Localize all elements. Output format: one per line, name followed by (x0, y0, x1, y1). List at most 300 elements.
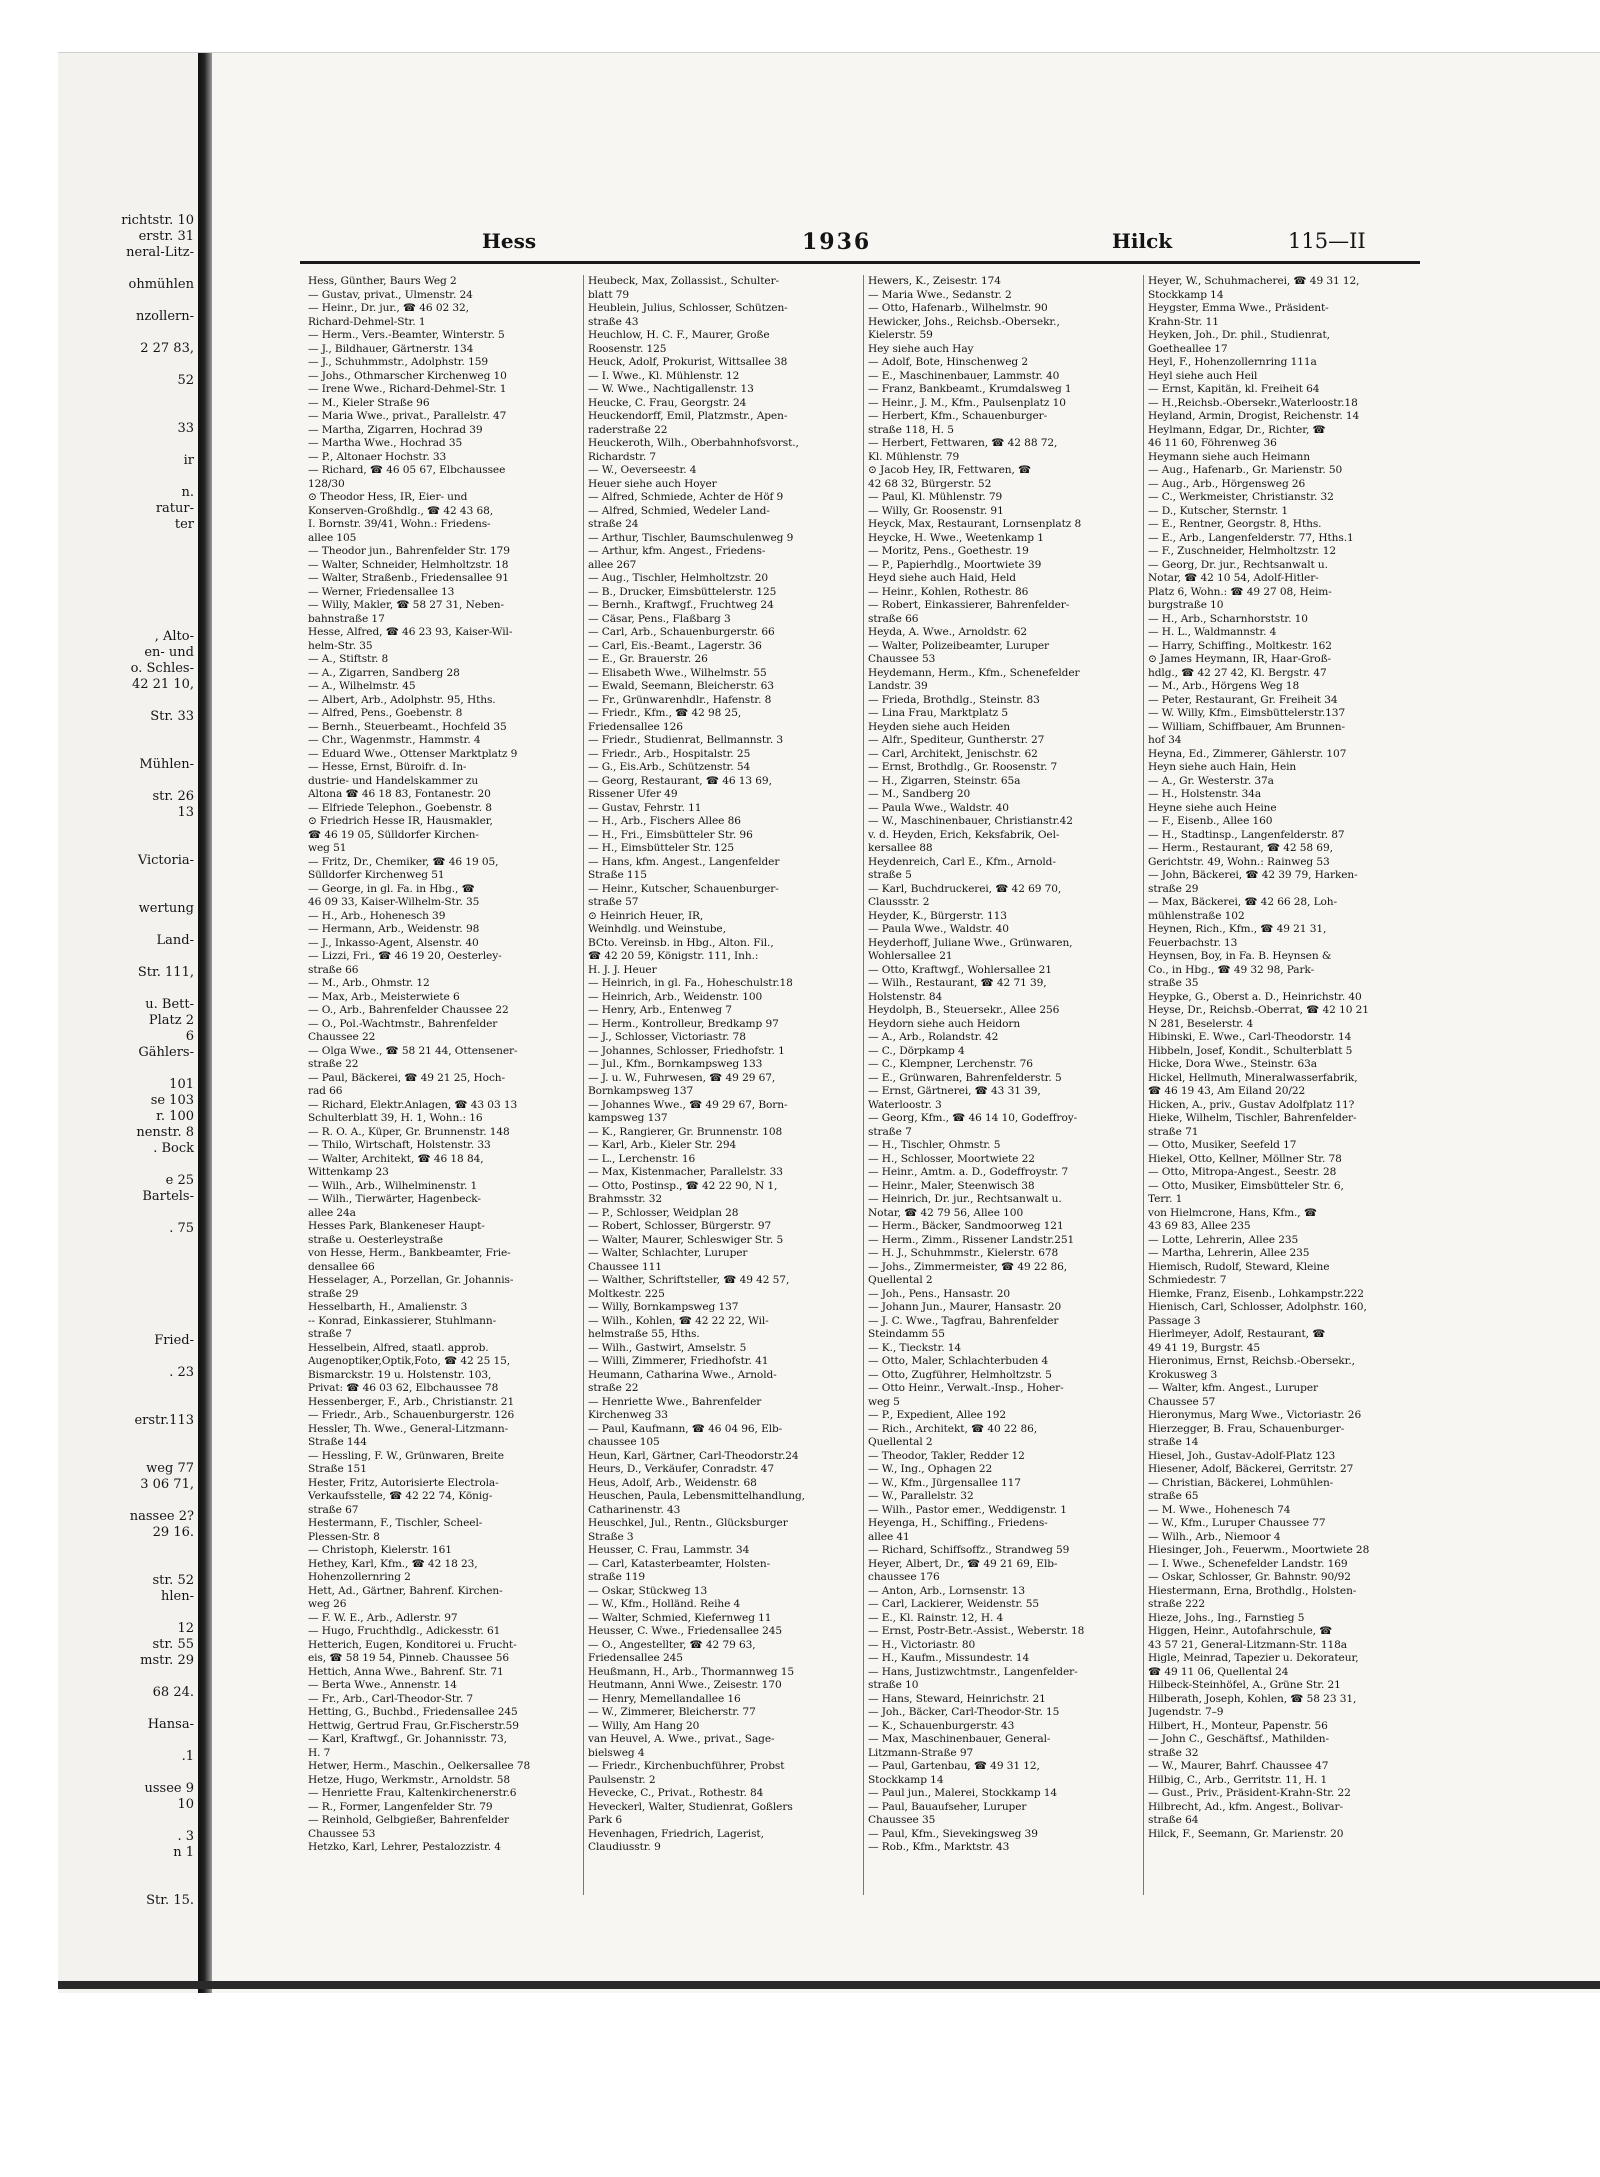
directory-entry: — Friedr., Kfm., ☎ 42 98 25, (588, 707, 742, 719)
directory-entry: — Carl, Architekt, Jenischstr. 62 (868, 747, 1038, 760)
directory-entry: Hess, Günther, Baurs Weg 2 (308, 275, 457, 287)
directory-entry: Hilbig, C., Arb., Gerritstr. 11, H. 1 (1148, 1773, 1328, 1786)
entry-continuation: 46 11 60, Föhrenweg 36 (1148, 437, 1277, 449)
column-divider (863, 275, 864, 1895)
directory-entry: — O., Angestellter, ☎ 42 79 63, (588, 1638, 756, 1651)
directory-entry: — Friedr., Arb., Schauenburgerstr. 126 (308, 1409, 515, 1421)
header-last-entry: Hilck (1112, 229, 1173, 253)
directory-entry: — Paul, Kfm., Sievekingsweg 39 (868, 1827, 1038, 1840)
directory-entry: Hiemke, Franz, Eisenb., Lohkampstr.222 (1148, 1287, 1364, 1300)
directory-entry: Heyck, Max, Restaurant, Lornsenplatz 8 (868, 518, 1082, 530)
fragment-line: 13 (177, 805, 194, 820)
directory-entry: Hiekel, Otto, Kellner, Möllner Str. 78 (1148, 1152, 1342, 1165)
directory-entry: — Heinr., Dr. jur., ☎ 46 02 32, (308, 302, 469, 314)
fragment-line: en- und (144, 645, 194, 660)
directory-entry: — Otto, Mitropa-Angest., Seestr. 28 (1148, 1166, 1337, 1178)
entry-continuation: raderstraße 22 (588, 423, 668, 436)
fragment-line (58, 773, 198, 789)
entry-continuation: Roosenstr. 125 (588, 342, 667, 355)
directory-entry: Hetzko, Karl, Lehrer, Pestalozzistr. 4 (308, 1841, 501, 1853)
directory-entry: — Paul, Gartenbau, ☎ 49 31 12, (868, 1760, 1040, 1772)
directory-entry: — Alfred, Pens., Goebenstr. 8 (308, 707, 463, 719)
directory-entry: — Paul, Kl. Mühlenstr. 79 (868, 491, 1003, 503)
directory-entry: Hettwig, Gertrud Frau, Gr.Fischerstr.59 (308, 1719, 519, 1732)
entry-continuation: Wohlersallee 21 (868, 950, 953, 962)
entry-continuation: Platz 6, Wohn.: ☎ 49 27 08, Heim- (1148, 585, 1332, 598)
entry-continuation: Chaussee 35 (868, 1814, 936, 1826)
entry-continuation: Passage 3 (1148, 1314, 1201, 1327)
entry-continuation: kersallee 88 (868, 842, 933, 854)
fragment-line: r. 100 (156, 1109, 194, 1124)
entry-continuation: chaussee 176 (868, 1571, 940, 1583)
directory-entry: Heyse, Dr., Reichsb.-Oberrat, ☎ 42 10 21 (1148, 1004, 1369, 1016)
directory-entry: — W. Willy, Kfm., Eimsbüttelerstr.137 (1148, 707, 1346, 719)
fragment-line: str. 52 (152, 1573, 194, 1588)
directory-entry: — Peter, Restaurant, Gr. Freiheit 34 (1148, 693, 1338, 706)
fragment-line: u. Bett- (145, 997, 194, 1012)
directory-entry: — A., Wilhelmstr. 45 (308, 680, 416, 692)
directory-entry: — W., Parallelstr. 32 (868, 1490, 974, 1502)
directory-entry: von Hielmcrone, Hans, Kfm., ☎ (1148, 1206, 1317, 1219)
directory-entry: — Berta Wwe., Annenstr. 14 (308, 1679, 457, 1691)
directory-entry: — P., Altonaer Hochstr. 33 (308, 450, 447, 463)
fragment-line: Str. 15. (146, 1893, 194, 1908)
directory-entry: — Friedr., Arb., Hospitalstr. 25 (588, 747, 751, 760)
fragment-line (58, 725, 198, 741)
fragment-line (58, 1269, 198, 1285)
directory-entry: Hesses Park, Blankeneser Haupt- (308, 1220, 485, 1232)
entry-continuation: Terr. 1 (1148, 1193, 1183, 1205)
fragment-line: . 23 (169, 1365, 194, 1380)
directory-entry: — Elisabeth Wwe., Wilhelmstr. 55 (588, 666, 767, 679)
directory-entry: — Reinhold, Gelbgießer, Bahrenfelder (308, 1814, 510, 1826)
directory-entry: Hienisch, Carl, Schlosser, Adolphstr. 160, (1148, 1301, 1367, 1313)
directory-entry: — Gustav, privat., Ulmenstr. 24 (308, 288, 473, 301)
directory-entry: — John, Bäckerei, ☎ 42 39 79, Harken- (1148, 869, 1358, 881)
directory-entry: — Joh., Bäcker, Carl-Theodor-Str. 15 (868, 1706, 1060, 1718)
directory-entry: — W., Kfm., Luruper Chaussee 77 (1148, 1517, 1326, 1529)
directory-entry: — Arthur, kfm. Angest., Friedens- (588, 545, 766, 557)
entry-continuation: Bismarckstr. 19 u. Holstenstr. 103, (308, 1368, 492, 1381)
directory-entry: Heyken, Joh., Dr. phil., Studienrat, (1148, 329, 1330, 341)
directory-entry: — Martha, Lehrerin, Allee 235 (1148, 1247, 1310, 1259)
entry-continuation: Richardstr. 7 (588, 450, 657, 463)
entry-continuation: straße 71 (1148, 1125, 1199, 1138)
directory-entry: — Oskar, Schlosser, Gr. Bahnstr. 90/92 (1148, 1571, 1351, 1583)
directory-entry: Hevecke, C., Privat., Rothestr. 84 (588, 1787, 764, 1799)
entry-continuation: Chaussee 111 (588, 1260, 662, 1273)
directory-entry: — J. C. Wwe., Tagfrau, Bahrenfelder (868, 1314, 1059, 1327)
fragment-line (58, 1701, 198, 1717)
directory-entry: Heyer, Albert, Dr., ☎ 49 21 69, Elb- (868, 1557, 1058, 1570)
fragment-line (58, 1429, 198, 1445)
entry-continuation: straße 118, H. 5 (868, 423, 954, 436)
header-first-entry: Hess (482, 229, 537, 253)
directory-entry: — Otto, Hafenarb., Wilhelmstr. 90 (868, 302, 1048, 314)
directory-entry: ⊙ Theodor Hess, IR, Eier- und (308, 491, 468, 503)
directory-entry: — Johann Jun., Maurer, Hansastr. 20 (868, 1301, 1062, 1313)
directory-entry: Heyl siehe auch Heil (1148, 369, 1258, 382)
directory-entry: — Eduard Wwe., Ottenser Marktplatz 9 (308, 747, 518, 760)
directory-entry: — H., Kaufm., Missundestr. 14 (868, 1652, 1030, 1664)
entry-continuation: straße 66 (308, 963, 359, 976)
directory-entry: — Willy, Gr. Roosenstr. 91 (868, 504, 1004, 517)
directory-entry: — Willy, Bornkampsweg 137 (588, 1301, 739, 1313)
directory-entry: — Paula Wwe., Waldstr. 40 (868, 801, 1009, 814)
entry-continuation: Brahmsstr. 32 (588, 1193, 662, 1205)
entry-continuation: Friedensallee 126 (588, 720, 683, 733)
directory-entry: Hilck, F., Seemann, Gr. Marienstr. 20 (1148, 1827, 1344, 1840)
entry-continuation: straße 64 (1148, 1814, 1199, 1826)
directory-entry: — Heinr., J. M., Kfm., Paulsenplatz 10 (868, 396, 1066, 409)
directory-entry: Heyer, W., Schuhmacherei, ☎ 49 31 12, (1148, 275, 1360, 287)
directory-entry: Heyn siehe auch Hain, Hein (1148, 761, 1297, 773)
entry-continuation: straße 14 (1148, 1436, 1199, 1448)
directory-entry: Heuckeroth, Wilh., Oberbahnhofsvorst., (588, 437, 799, 449)
directory-entry: — Olga Wwe., ☎ 58 21 44, Ottensener- (308, 1044, 518, 1057)
entry-continuation: Schmiedestr. 7 (1148, 1274, 1227, 1286)
entry-continuation: Kl. Mühlenstr. 79 (868, 450, 960, 463)
directory-entry: — Walter, Schneider, Helmholtzstr. 18 (308, 558, 509, 571)
entry-continuation: straße 32 (1148, 1746, 1199, 1759)
directory-entry: — Robert, Einkassierer, Bahrenfelder- (868, 599, 1070, 611)
directory-entry: Heuschkel, Jul., Rentn., Glücksburger (588, 1517, 788, 1529)
fragment-line (58, 949, 198, 965)
entry-continuation: straße u. Oesterleystraße (308, 1233, 443, 1246)
directory-entry: Heveckerl, Walter, Studienrat, Goßlers (588, 1800, 793, 1813)
entry-continuation: Wittenkamp 23 (308, 1166, 389, 1178)
directory-entry: — Wilh., Restaurant, ☎ 42 71 39, (868, 977, 1047, 989)
directory-entry: — Theodor, Takler, Redder 12 (868, 1449, 1025, 1462)
fragment-line: erstr. 31 (138, 229, 194, 244)
fragment-line (58, 821, 198, 837)
directory-entry: — Richard, Elektr.Anlagen, ☎ 43 03 13 (308, 1098, 518, 1111)
directory-entry: Hierzegger, B. Frau, Schauenburger- (1148, 1422, 1345, 1435)
fragment-line: 33 (177, 421, 194, 436)
fragment-line (58, 1349, 198, 1365)
fragment-line: ir (183, 453, 194, 468)
fragment-line (58, 1765, 198, 1781)
fragment-line: Mühlen- (139, 757, 194, 772)
entry-continuation: H. J. J. Heuer (588, 963, 657, 976)
directory-entry: Hesselager, A., Porzellan, Gr. Johannis- (308, 1274, 514, 1286)
directory-entry: — O., Pol.-Wachtmstr., Bahrenfelder (308, 1017, 498, 1030)
directory-entry: Heuck, Adolf, Prokurist, Wittsallee 38 (588, 356, 788, 368)
directory-entry: Hibbeln, Josef, Kondit., Schulterblatt 5 (1148, 1044, 1353, 1057)
directory-entry: — Aug., Arb., Hörgensweg 26 (1148, 477, 1306, 490)
directory-entry: — Theodor jun., Bahrenfelder Str. 179 (308, 545, 510, 557)
directory-entry: Heyd siehe auch Haid, Held (868, 572, 1016, 584)
directory-entry: — Paul, Kaufmann, ☎ 46 04 96, Elb- (588, 1422, 783, 1435)
entry-continuation: Gerichtstr. 49, Wohn.: Rainweg 53 (1148, 855, 1330, 868)
directory-entry: Heylmann, Edgar, Dr., Richter, ☎ (1148, 423, 1326, 436)
entry-continuation: weg 5 (868, 1395, 900, 1408)
directory-entry: — Fr., Arb., Carl-Theodor-Str. 7 (308, 1692, 474, 1705)
fragment-line (58, 405, 198, 421)
page-header (212, 181, 1600, 271)
directory-entry: — Max, Kistenmacher, Parallelstr. 33 (588, 1166, 783, 1178)
entry-continuation: Litzmann-Straße 97 (868, 1746, 974, 1759)
directory-entry: — Willi, Zimmerer, Friedhofstr. 41 (588, 1355, 769, 1367)
entry-continuation: 46 09 33, Kaiser-Wilhelm-Str. 35 (308, 896, 480, 908)
entry-continuation: helm-Str. 35 (308, 639, 373, 652)
directory-entry: — Henriette Frau, Kaltenkirchenerstr.6 (308, 1787, 517, 1799)
directory-entry: Hetze, Hugo, Werkmstr., Arnoldstr. 58 (308, 1773, 511, 1786)
directory-entry: — H. L., Waldmannstr. 4 (1148, 626, 1277, 638)
directory-entry: — W., Maschinenbauer, Christianstr.42 (868, 815, 1073, 827)
directory-entry: — Henriette Wwe., Bahrenfelder (588, 1395, 762, 1408)
entry-continuation: Straße 3 (588, 1530, 634, 1543)
directory-entry: — Otto, Postinsp., ☎ 42 22 90, N 1, (588, 1179, 778, 1192)
fragment-line (58, 437, 198, 453)
directory-entry: -- Konrad, Einkassierer, Stuhlmann- (308, 1314, 497, 1327)
directory-entry: — Herbert, Kfm., Schauenburger- (868, 410, 1048, 422)
directory-entry: — M. Wwe., Hohenesch 74 (1148, 1503, 1291, 1516)
entry-continuation: Straße 115 (588, 869, 647, 881)
fragment-line (58, 581, 198, 597)
fragment-line (58, 981, 198, 997)
entry-continuation: Stockkamp 14 (868, 1773, 944, 1786)
entry-continuation: Waterloostr. 3 (868, 1098, 942, 1111)
fragment-line: 52 (177, 373, 194, 388)
fragment-line: ussee 9 (144, 1781, 194, 1796)
directory-columns (308, 275, 1428, 1895)
directory-entry: — W., Kfm., Holländ. Reihe 4 (588, 1598, 741, 1610)
directory-entry: — John C., Geschäftsf., Mathilden- (1148, 1733, 1330, 1745)
directory-entry: — Paula Wwe., Waldstr. 40 (868, 923, 1009, 935)
fragment-line (58, 1557, 198, 1573)
directory-entry: Heutmann, Anni Wwe., Zeisestr. 170 (588, 1679, 782, 1691)
directory-entry: — Otto Heinr., Verwalt.-Insp., Hoher- (868, 1382, 1064, 1394)
directory-entry: — W., Kfm., Jürgensallee 117 (868, 1476, 1021, 1489)
entry-continuation: weg 26 (308, 1598, 347, 1610)
directory-entry: Heuckendorff, Emil, Platzmstr., Apen- (588, 410, 788, 422)
fragment-line: mstr. 29 (140, 1653, 194, 1668)
directory-entry: — Walter, Polizeibeamter, Luruper (868, 639, 1050, 652)
entry-continuation: straße 22 (308, 1058, 359, 1070)
directory-entry: — Wilh., Gastwirt, Amselstr. 5 (588, 1341, 747, 1354)
directory-entry: — E., Maschinenbauer, Lammstr. 40 (868, 369, 1060, 382)
fragment-line (58, 1733, 198, 1749)
entry-continuation: Stockkamp 14 (1148, 288, 1224, 301)
directory-entry: — H., Fri., Eimsbütteler Str. 96 (588, 828, 753, 841)
entry-continuation: allee 105 (308, 531, 357, 544)
entry-continuation: Chaussee 22 (308, 1031, 376, 1043)
directory-entry: — Joh., Pens., Hansastr. 20 (868, 1287, 1011, 1300)
directory-entry: Hiemisch, Rudolf, Steward, Kleine (1148, 1260, 1330, 1273)
fragment-line: 68 24. (152, 1685, 194, 1700)
directory-entry: Hicken, A., priv., Gustav Adolfplatz 11? (1148, 1098, 1355, 1111)
entry-continuation: eis, ☎ 58 19 54, Pinneb. Chaussee 56 (308, 1652, 509, 1664)
directory-entry: — Max, Arb., Meisterwiete 6 (308, 990, 460, 1003)
entry-continuation: Notar, ☎ 42 10 54, Adolf-Hitler- (1148, 572, 1319, 584)
directory-entry: — I. Wwe., Kl. Mühlenstr. 12 (588, 369, 740, 382)
directory-entry: — Elfriede Telephon., Goebenstr. 8 (308, 801, 492, 814)
fragment-line (58, 1253, 198, 1269)
entry-continuation: allee 267 (588, 558, 637, 571)
directory-entry: — J., Bildhauer, Gärtnerstr. 134 (308, 342, 474, 355)
directory-entry: Heubeck, Max, Zollassist., Schulter- (588, 275, 780, 287)
directory-entry: — Werner, Friedensallee 13 (308, 585, 455, 598)
fragment-line: 12 (177, 1621, 194, 1636)
directory-entry: — Max, Bäckerei, ☎ 42 66 28, Loh- (1148, 896, 1338, 908)
directory-entry: — Oskar, Stückweg 13 (588, 1584, 708, 1597)
directory-entry: Heyl, F., Hohenzollernring 111a (1148, 356, 1317, 368)
directory-entry: — Alfred, Schmiede, Achter de Höf 9 (588, 491, 784, 503)
directory-entry: Hiestermann, Erna, Brothdlg., Holsten- (1148, 1584, 1357, 1597)
entry-continuation: Claussstr. 2 (868, 896, 930, 908)
directory-entry: — Albert, Arb., Adolphstr. 95, Hths. (308, 693, 496, 706)
entry-continuation: straße 222 (1148, 1598, 1206, 1610)
directory-entry: Hiesinger, Joh., Feuerwm., Moortwiete 28 (1148, 1544, 1370, 1556)
fragment-line: richtstr. 10 (121, 213, 194, 228)
directory-entry: — Willy, Makler, ☎ 58 27 31, Neben- (308, 599, 504, 611)
directory-entry: Hibinski, E. Wwe., Carl-Theodorstr. 14 (1148, 1031, 1352, 1043)
entry-continuation: Claudiusstr. 9 (588, 1841, 661, 1853)
directory-entry: — Herbert, Fettwaren, ☎ 42 88 72, (868, 437, 1058, 449)
directory-entry: — R. O. A., Küper, Gr. Brunnenstr. 148 (308, 1125, 510, 1138)
directory-entry: — Friedr., Kirchenbuchführer, Probst (588, 1760, 785, 1772)
directory-entry: — Fritz, Dr., Chemiker, ☎ 46 19 05, (308, 855, 499, 868)
directory-entry: Heydorn siehe auch Heidorn (868, 1017, 1021, 1030)
directory-entry: Heyda, A. Wwe., Arnoldstr. 62 (868, 626, 1028, 638)
fragment-line: str. 55 (152, 1637, 194, 1652)
directory-entry: — J., Schlosser, Victoriastr. 78 (588, 1031, 746, 1043)
directory-entry: — Hessling, F. W., Grünwaren, Breite (308, 1449, 504, 1462)
directory-entry: — Karl, Kraftwgf., Gr. Johannisstr. 73, (308, 1733, 507, 1745)
entry-continuation: Weinhdlg. und Weinstube, (588, 923, 726, 935)
directory-entry: — Jul., Kfm., Bornkampsweg 133 (588, 1058, 763, 1070)
directory-entry: — Otto, Kraftwgf., Wohlersallee 21 (868, 963, 1052, 976)
directory-entry: — A., Arb., Rolandstr. 42 (868, 1031, 999, 1043)
left-fragment-lines (58, 213, 198, 1909)
directory-entry: Heyder, K., Bürgerstr. 113 (868, 909, 1007, 922)
entry-continuation: straße 35 (1148, 977, 1199, 989)
fragment-line: Gählers- (138, 1045, 194, 1060)
directory-entry: — Lizzi, Fri., ☎ 46 19 20, Oesterley- (308, 950, 502, 962)
entry-continuation: N 281, Beselerstr. 4 (1148, 1017, 1254, 1030)
directory-entry: — H., Zigarren, Steinstr. 65a (868, 774, 1021, 787)
directory-entry: — Wilh., Pastor emer., Weddigenstr. 1 (868, 1503, 1067, 1516)
directory-entry: — M., Kieler Straße 96 (308, 396, 430, 409)
header-year: 1936 (802, 229, 872, 255)
directory-entry: Heusser, C. Wwe., Friedensallee 245 (588, 1625, 782, 1637)
entry-continuation: BCto. Vereinsb. in Hbg., Alton. Fil., (588, 936, 774, 949)
directory-entry: Heyne siehe auch Heine (1148, 801, 1277, 814)
directory-entry: Heyden siehe auch Heiden (868, 720, 1010, 733)
fragment-line: nenstr. 8 (136, 1125, 194, 1140)
directory-entry: Hewicker, Johs., Reichsb.-Obersekr., (868, 315, 1060, 328)
fragment-line: 10 (177, 1797, 194, 1812)
fragment-line: . Bock (153, 1141, 194, 1156)
directory-entry: — H., Stadtinsp., Langenfelderstr. 87 (1148, 828, 1345, 841)
directory-entry: — Anton, Arb., Lornsenstr. 13 (868, 1584, 1025, 1597)
directory-entry: — Aug., Tischler, Helmholtzstr. 20 (588, 572, 769, 584)
fragment-line (58, 533, 198, 549)
entry-continuation: kampsweg 137 (588, 1112, 668, 1124)
directory-entry: Heublein, Julius, Schlosser, Schützen- (588, 302, 788, 314)
directory-entry: — Walter, kfm. Angest., Luruper (1148, 1382, 1318, 1394)
directory-entry: Heydemann, Herm., Kfm., Schenefelder (868, 666, 1080, 679)
entry-continuation: Catharinenstr. 43 (588, 1503, 681, 1516)
entry-continuation: Park 6 (588, 1814, 622, 1826)
directory-entry: — Herm., Kontrolleur, Bredkamp 97 (588, 1017, 779, 1030)
directory-entry: — Chr., Wagenmstr., Hammstr. 4 (308, 734, 481, 746)
directory-entry: — Gustav, Fehrstr. 11 (588, 801, 702, 814)
fragment-line (58, 1605, 198, 1621)
entry-continuation: Goetheallee 17 (1148, 342, 1228, 355)
entry-continuation: straße 7 (308, 1328, 352, 1340)
fragment-line: 6 (185, 1029, 194, 1044)
entry-continuation: Verkaufsstelle, ☎ 42 22 74, König- (308, 1490, 493, 1502)
directory-entry: — J., Schuhmmstr., Adolphstr. 159 (308, 356, 488, 368)
entry-continuation: Notar, ☎ 42 79 56, Allee 100 (868, 1206, 1024, 1219)
directory-entry: — P., Expedient, Allee 192 (868, 1409, 1007, 1421)
directory-column-4 (1148, 275, 1419, 1895)
directory-entry: — Johs., Othmarscher Kirchenweg 10 (308, 369, 507, 382)
entry-continuation: ☎ 49 11 06, Quellental 24 (1148, 1665, 1289, 1678)
entry-continuation: 42 68 32, Bürgerstr. 52 (868, 477, 992, 490)
directory-entry: Heycke, H. Wwe., Weetenkamp 1 (868, 531, 1044, 544)
directory-entry: — Heinrich, Dr. jur., Rechtsanwalt u. (868, 1193, 1062, 1205)
left-page-fragment (58, 53, 198, 1993)
directory-entry: Hieronymus, Marg Wwe., Victoriastr. 26 (1148, 1409, 1362, 1421)
directory-entry: — Ernst, Brothdlg., Gr. Roosenstr. 7 (868, 761, 1058, 773)
directory-entry: — W., Zimmerer, Bleicherstr. 77 (588, 1706, 756, 1718)
fragment-line (58, 1445, 198, 1461)
directory-entry: — Wilh., Arb., Niemoor 4 (1148, 1530, 1281, 1543)
directory-entry: — Hans, kfm. Angest., Langenfelder (588, 855, 780, 868)
fragment-line (58, 613, 198, 629)
directory-entry: Hestermann, F., Tischler, Scheel- (308, 1517, 483, 1529)
directory-entry: — Cäsar, Pens., Flaßbarg 3 (588, 612, 731, 625)
fragment-line (58, 741, 198, 757)
entry-continuation: straße 66 (868, 612, 919, 625)
directory-entry: — C., Werkmeister, Christianstr. 32 (1148, 491, 1334, 503)
fragment-line: .1 (181, 1749, 194, 1764)
fragment-line: nassee 2? (129, 1509, 194, 1524)
directory-entry: — Heinrich, in gl. Fa., Hoheschulstr.18 (588, 977, 793, 989)
directory-entry: — W., Ing., Ophagen 22 (868, 1463, 993, 1475)
entry-continuation: Landstr. 39 (868, 680, 928, 692)
directory-entry: — K., Rangierer, Gr. Brunnenstr. 108 (588, 1125, 783, 1138)
fragment-line: ohmühlen (128, 277, 194, 292)
directory-entry: — H.,Reichsb.-Obersekr.,Waterloostr.18 (1148, 396, 1358, 409)
directory-entry: Heynsen, Boy, in Fa. B. Heynsen & (1148, 950, 1332, 962)
directory-entry: Hewers, K., Zeisestr. 174 (868, 275, 1001, 287)
entry-continuation: ☎ 46 19 43, Am Eiland 20/22 (1148, 1085, 1306, 1097)
directory-entry: Hettich, Anna Wwe., Bahrenf. Str. 71 (308, 1665, 504, 1678)
fragment-line: o. Schles- (130, 661, 194, 676)
directory-entry: — Heinrich, Arb., Weidenstr. 100 (588, 990, 763, 1003)
directory-entry: — Aug., Hafenarb., Gr. Marienstr. 50 (1148, 464, 1343, 476)
directory-entry: Hiesel, Joh., Gustav-Adolf-Platz 123 (1148, 1449, 1336, 1462)
directory-entry: Heuchlow, H. C. F., Maurer, Große (588, 329, 770, 341)
directory-entry: Heyenga, H., Schiffing., Friedens- (868, 1517, 1048, 1529)
directory-entry: — Otto, Musiker, Seefeld 17 (1148, 1139, 1297, 1151)
entry-continuation: Jugendstr. 7–9 (1148, 1706, 1224, 1718)
directory-entry: — Otto, Maler, Schlachterbuden 4 (868, 1355, 1049, 1367)
directory-entry: — Johannes Wwe., ☎ 49 29 67, Born- (588, 1098, 788, 1111)
fragment-line: 42 21 10, (131, 677, 194, 692)
entry-continuation: Steindamm 55 (868, 1328, 945, 1340)
entry-continuation: Chaussee 57 (1148, 1395, 1216, 1408)
directory-entry: — Hans, Justizwchtmstr., Langenfelder- (868, 1665, 1078, 1678)
fragment-line (58, 917, 198, 933)
directory-entry: — Walter, Maurer, Schleswiger Str. 5 (588, 1233, 784, 1246)
directory-entry: — Carl, Arb., Schauenburgerstr. 66 (588, 626, 775, 638)
column-divider (583, 275, 584, 1895)
